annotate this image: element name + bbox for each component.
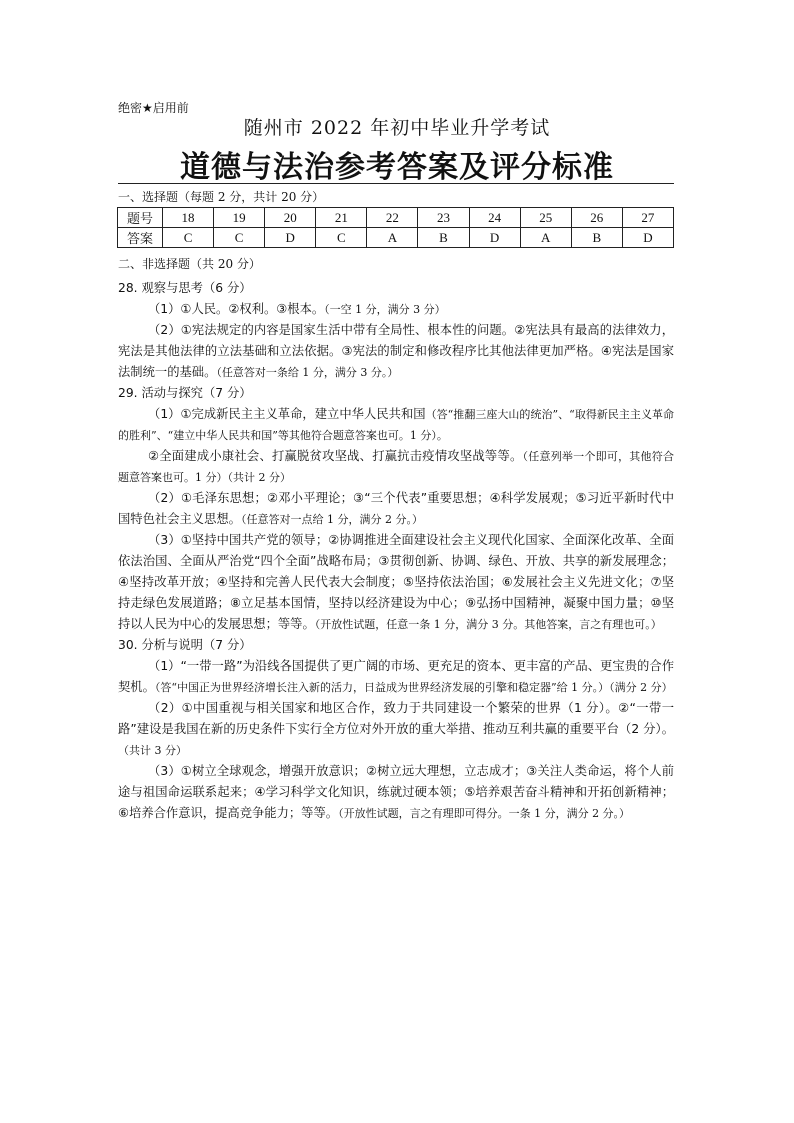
table-cell: A [367, 228, 418, 248]
question-heading [118, 278, 674, 299]
table-cell: 27 [622, 208, 673, 228]
answer-text: 28. 观察与思考（6 分） [118, 281, 252, 295]
scoring-note: （开放性试题，言之有理即可得分。一条 1 分，满分 2 分。） [338, 807, 631, 820]
question-heading [118, 635, 674, 656]
scoring-note: （任意列举一个即可，其他符合题意答案也可。1 分）（共计 2 分） [118, 450, 674, 484]
answer-paragraph [118, 299, 674, 320]
table-cell: 23 [418, 208, 469, 228]
answer-paragraph [118, 530, 674, 635]
scoring-note: （任意答对一条给 1 分，满分 3 分。） [216, 366, 399, 379]
table-cell: 26 [571, 208, 622, 228]
exam-title: 随州市 2022 年初中毕业升学考试 [243, 117, 551, 139]
answer-text: ②全面建成小康社会、打赢脱贫攻坚战、打赢抗击疫情攻坚战等等。 [148, 449, 523, 463]
table-cell: 19 [214, 208, 265, 228]
answer-text: 30. 分析与说明（7 分） [118, 638, 252, 652]
table-cell: D [469, 228, 520, 248]
table-cell: A [520, 228, 571, 248]
table-cell: 22 [367, 208, 418, 228]
answer-text: （3）①坚持中国共产党的领导；②协调推进全面建设社会主义现代化国家、全面深化改革、全面依法治国、全面从严治党“四个全面”战略布局；③贯彻创新、协调、绿色、开放、共享的新发展理念；④坚持改革开放；④坚持和完善人民代表大会制度；⑤坚持依法治国；⑥发展社会主义先进文化；⑦坚持走绿色发展道路；⑧立足基本国情，坚持以经济建设为中心；⑨弘扬中国精神，凝聚中国力量；⑩坚持以人民为中心的发展思想；等等。 [118, 533, 674, 631]
answer-text: （1）①完成新民主主义革命，建立中华人民共和国 [148, 407, 426, 421]
answer-paragraph [118, 656, 674, 698]
answer-text: （2）①毛泽东思想；②邓小平理论；③“三个代表”重要思想；④科学发展观；⑤习近平新时代中国特色社会主义思想。 [118, 491, 674, 526]
table-cell: B [418, 228, 469, 248]
answer-text: （3）①树立全球观念，增强开放意识；②树立远大理想，立志成才；③关注人类命运，将个人前途与祖国命运联系起来；④学习科学文化知识，练就过硬本领；⑤培养艰苦奋斗精神和开拓创新精神；⑥培养合作意识，提高竞争能力；等等。 [118, 764, 674, 820]
answer-row [118, 228, 674, 248]
answer-paragraph [118, 446, 674, 488]
question-heading [118, 383, 674, 404]
scoring-note: （答“中国正为世界经济增长注入新的活力，日益成为世界经济发展的引擎和稳定器”给 1 分。）（满分 2 分） [154, 681, 673, 694]
scoring-note: （答“推翻三座大山的统治”、“取得新民主主义革命的胜利”、“建立中华人民共和国”等其他符合题意答案也可。1 分）。 [118, 408, 674, 442]
answer-text: 29. 活动与探究（7 分） [118, 386, 252, 400]
confidential-label: 绝密★启用前 [118, 101, 189, 115]
title-divider [118, 183, 674, 184]
table-cell: C [316, 228, 367, 248]
table-cell: 20 [265, 208, 316, 228]
answer-paragraph [118, 320, 674, 383]
answer-text: （2）①宪法规定的内容是国家生活中带有全局性、根本性的问题。②宪法具有最高的法律效力，宪法是其他法律的立法基础和立法依据。③宪法的制定和修改程序比其他法律更加严格。④宪法是国家法制统一的基础。 [118, 323, 674, 379]
row-label-answer: 答案 [118, 228, 163, 248]
table-cell: 24 [469, 208, 520, 228]
answer-body [118, 278, 674, 824]
table-cell: 18 [163, 208, 214, 228]
table-cell: C [214, 228, 265, 248]
scoring-note: （共计 3 分） [118, 744, 187, 757]
table-cell: B [571, 228, 622, 248]
answer-paragraph [118, 698, 674, 761]
answer-text: （1）“一带一路”为沿线各国提供了更广阔的市场、更充足的资本、更丰富的产品、更宝贵的合作契机。 [118, 659, 674, 694]
question-number-row [118, 208, 674, 228]
scoring-note: （开放性试题，任意一条 1 分，满分 3 分。其他答案，言之有理也可。） [314, 618, 662, 631]
document-title: 道德与法治参考答案及评分标准 [180, 150, 614, 185]
answer-text: （2）①中国重视与相关国家和地区合作，致力于共同建设一个繁荣的世界（1 分）。②“一带一路”建设是我国在新的历史条件下实行全方位对外开放的重大举措、推动互利共赢的重要平台（2 分）。 [118, 701, 674, 736]
answer-paragraph [118, 404, 674, 446]
row-label-number: 题号 [118, 208, 163, 228]
table-cell: D [622, 228, 673, 248]
table-cell: C [163, 228, 214, 248]
scoring-note: （一空 1 分，满分 3 分） [324, 303, 446, 316]
section2-heading: 二、非选择题（共 20 分） [118, 257, 261, 271]
table-cell: D [265, 228, 316, 248]
answer-paragraph [118, 761, 674, 824]
section1-heading: 一、选择题（每题 2 分，共计 20 分） [118, 190, 325, 204]
scoring-note: （任意答对一点给 1 分，满分 2 分。） [240, 513, 423, 526]
answer-text: （1）①人民。②权利。③根本。 [148, 302, 325, 316]
answer-paragraph [118, 488, 674, 530]
table-cell: 25 [520, 208, 571, 228]
table-cell: 21 [316, 208, 367, 228]
answer-table [117, 207, 674, 248]
